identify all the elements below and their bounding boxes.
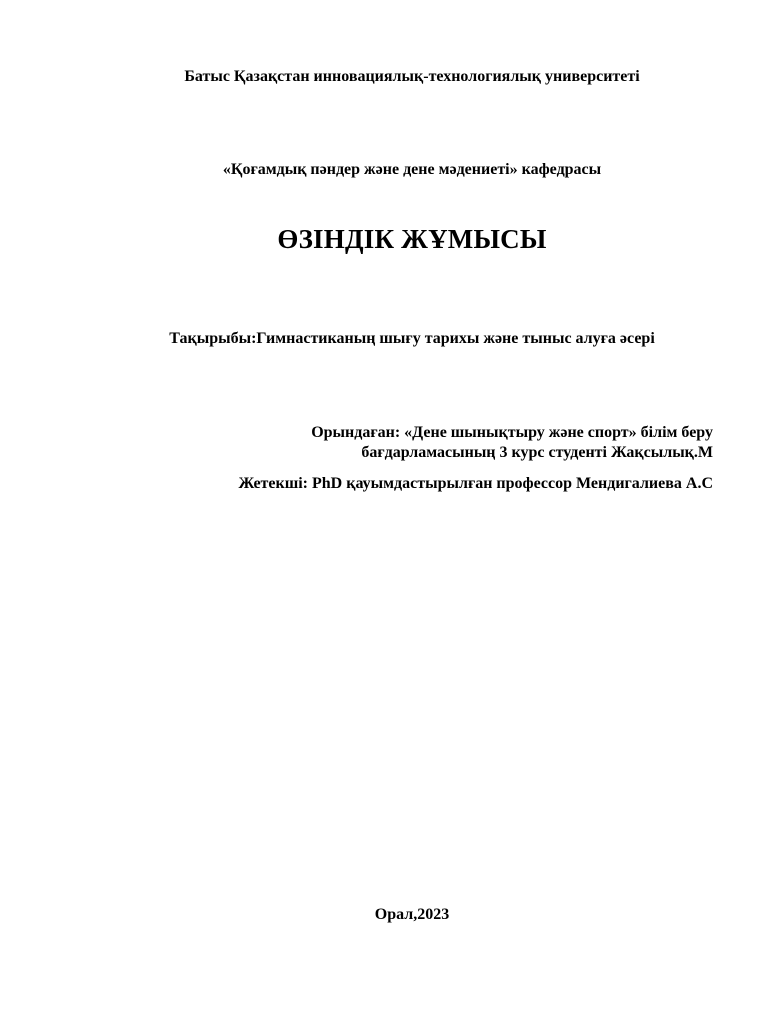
city-year: Орал,2023	[374, 906, 450, 923]
topic-line: Тақырыбы:Гимнастиканың шығу тарихы және тыныс алуға әсері	[169, 330, 655, 347]
university-name: Батыс Қазақстан инновациялық-технологиялық университеті	[184, 68, 640, 85]
department-name: «Қоғамдық пәндер және дене мәдениеті» кафедрасы	[222, 161, 602, 178]
performer-line-2: бағдарламасының 3 курс студенті Жақсылық.М	[361, 444, 713, 461]
work-title: ӨЗІНДІК ЖҰМЫСЫ	[277, 224, 547, 254]
supervisor-line: Жетекші: PhD қауымдастырылған профессор Мендигалиева А.С	[238, 475, 713, 492]
performer-line-1: Орындаған: «Дене шынықтыру және спорт» білім беру	[311, 424, 713, 441]
